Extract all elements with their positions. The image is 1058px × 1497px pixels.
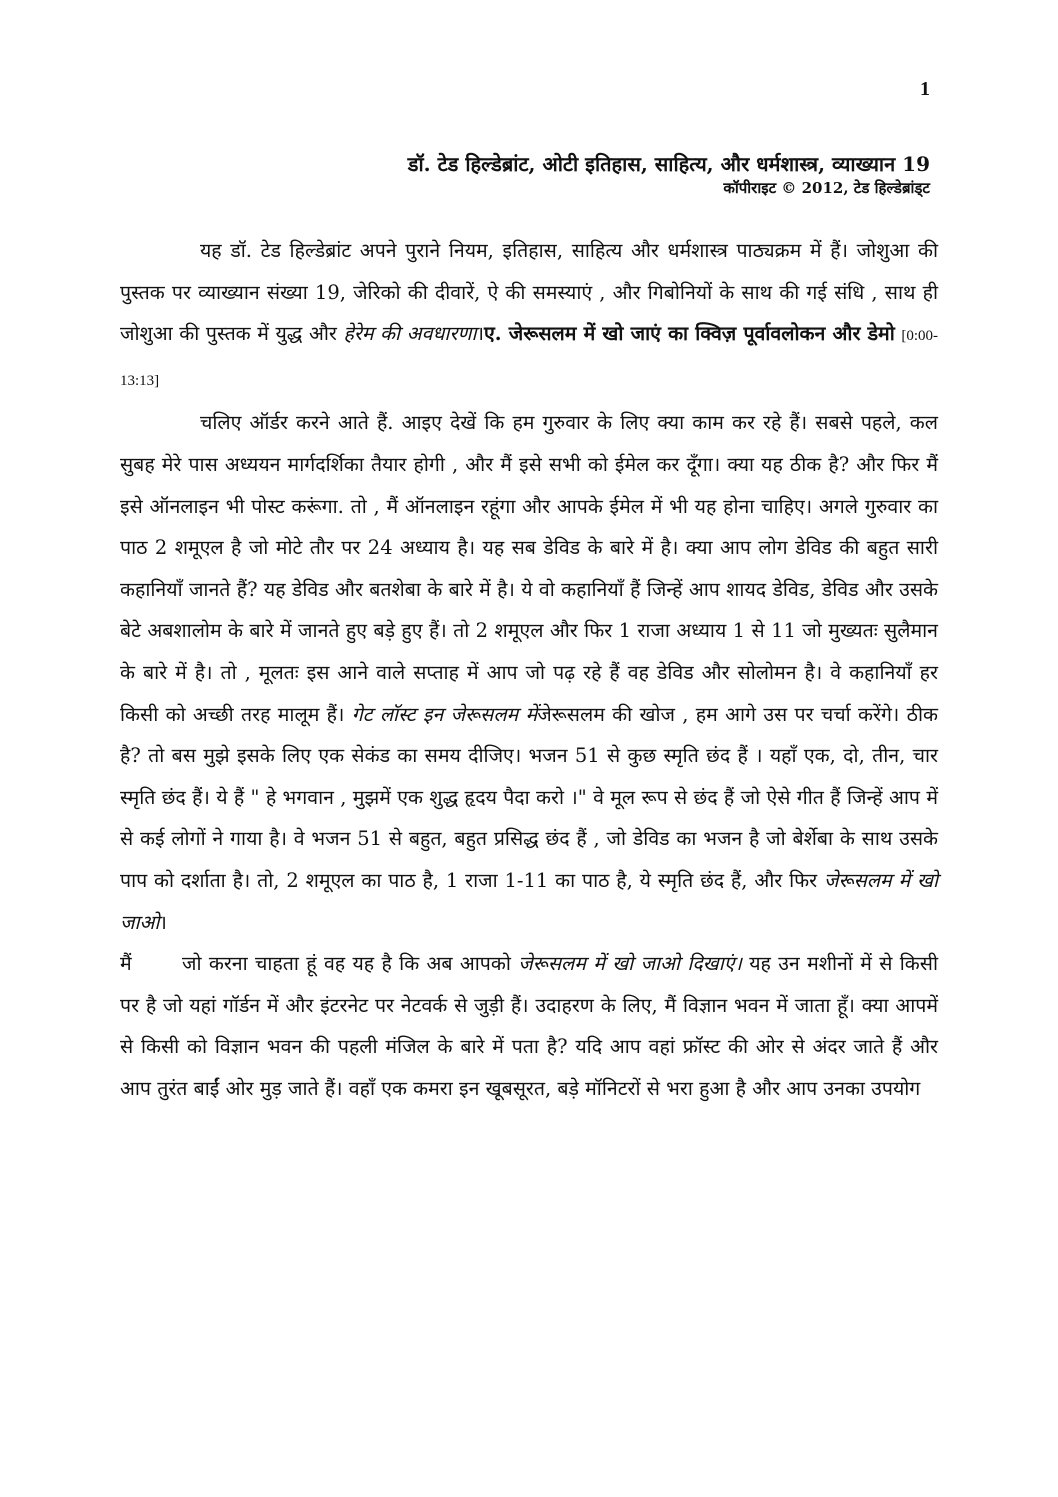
para2-first-word: मैं	[120, 952, 132, 976]
section-timestamp: [0:00-13:13]	[120, 328, 939, 389]
para1-italic-a: गेट लॉस्ट इन जेरूसलम में	[351, 702, 538, 726]
para1-text-b: जेरूसलम की खोज , हम आगे उस पर चर्चा करेंगे। ठीक है? तो बस मुझे इसके लिए एक सेकंड का समय दीजिए। भजन 51 से कुछ स्मृति छंद हैं । यहाँ एक, दो, तीन, चार स्मृति छंद हैं। ये हैं " हे भगवान , मुझमें एक शुद्ध हृदय पैदा करो ।" वे मूल रूप से छंद हैं जो ऐसे गीत हैं जिन्हें आप में से कई लोगों ने गाया है। वे भजन 51 से बहुत, बहुत प्रसिद्ध छंद हैं , जो डेविड का भजन है जो बेर्शेबा के साथ उसके पाप को दर्शाता है। तो, 2 शमूएल का पाठ है, 1 राजा 1-11 का पाठ है, ये स्मृति छंद हैं, और फिर	[120, 702, 938, 892]
lecture-title: डॉ. टेड हिल्डेब्रांट, ओटी इतिहास, साहित्य, और धर्मशास्त्र, व्याख्यान 19	[407, 152, 930, 176]
paragraph-1	[120, 402, 938, 943]
para2-text-a: जो करना चाहता हूं वह यह है कि अब आपको	[182, 952, 519, 976]
document-body	[120, 230, 938, 1109]
para2-text-b: यह उन मशीनों में से किसी पर है जो यहां गॉर्डन में और इंटरनेट पर नेटवर्क से जुड़ी हैं। उदाहरण के लिए, मैं विज्ञान भवन में जाता हूँ। क्या आपमें से किसी को विज्ञान भवन की पहली मंजिल के बारे में पता है? यदि आप वहां फ्रॉस्ट की ओर से अंदर जाते हैं और आप तुरंत बाईं ओर मुड़ जाते हैं। वहाँ एक कमरा इन खूबसूरत, बड़े मॉनिटरों से भरा हुआ है और आप उनका उपयोग	[120, 952, 938, 1100]
page-number: 1	[920, 78, 930, 100]
para2-italic-a: जेरूसलम में खो जाओ दिखाएं।	[518, 952, 742, 976]
intro-paragraph	[120, 230, 938, 402]
section-heading: ए. जेरूसलम में खो जाएं का क्विज़ पूर्वावलोकन और डेमो	[483, 322, 895, 346]
intro-separator: ।	[476, 322, 484, 346]
intro-text: यह डॉ. टेड हिल्डेब्रांट अपने पुराने नियम, इतिहास, साहित्य और धर्मशास्त्र पाठ्यक्रम में हैं। जोशुआ की पुस्तक पर व्याख्यान संख्या 19, जेरिको की दीवारें, ऐ की समस्याएं , और गिबोनियों के साथ की गई संधि , साथ ही जोशुआ की पुस्तक में युद्ध और	[120, 239, 938, 346]
document-header	[408, 150, 930, 198]
paragraph-2	[120, 943, 938, 1109]
para1-text-c: ।	[159, 910, 167, 934]
para1-text-a: चलिए ऑर्डर करने आते हैं. आइए देखें कि हम गुरुवार के लिए क्या काम कर रहे हैं। सबसे पहले, कल सुबह मेरे पास अध्ययन मार्गदर्शिका तैयार होगी , और मैं इसे सभी को ईमेल कर दूँगा। क्या यह ठीक है? और फिर मैं इसे ऑनलाइन भी पोस्ट करूंगा. तो , मैं ऑनलाइन रहूंगा और आपके ईमेल में भी यह होना चाहिए। अगले गुरुवार का पाठ 2 शमूएल है जो मोटे तौर पर 24 अध्याय है। यह सब डेविड के बारे में है। क्या आप लोग डेविड की बहुत सारी कहानियाँ जानते हैं? यह डेविड और बतशेबा के बारे में है। ये वो कहानियाँ हैं जिन्हें आप शायद डेविड, डेविड और उसके बेटे अबशालोम के बारे में जानते हुए बड़े हुए हैं। तो 2 शमूएल और फिर 1 राजा अध्याय 1 से 11 जो मुख्यतः सुलैमान के बारे में है। तो , मूलतः इस आने वाले सप्ताह में आप जो पढ़ रहे हैं वह डेविड और सोलोमन है। वे कहानियाँ हर किसी को अच्छी तरह मालूम हैं।	[120, 411, 938, 726]
para1-italic-b: जेरूसलम में खो जाओ	[120, 868, 939, 934]
copyright-line: कॉपीराइट © 2012, टेड हिल्डेब्रांड्ट	[723, 179, 930, 197]
intro-italic: हेरेम की अवधारणा	[343, 322, 477, 346]
